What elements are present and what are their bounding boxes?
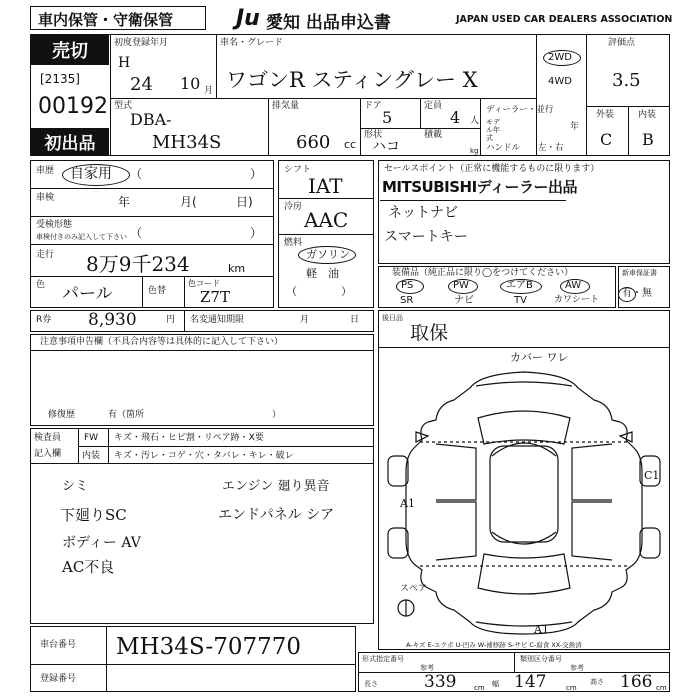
- color-changed-label: 色替: [148, 286, 167, 296]
- interior-options: キズ・汚レ・コゲ・穴・タバレ・キレ・破レ: [114, 451, 294, 461]
- left-damage-mark: A1: [400, 497, 415, 510]
- storage-label: 車内保管・守衛保管: [38, 11, 174, 29]
- first-listing-label: 初出品: [31, 128, 109, 155]
- model-year-unit: 年: [570, 122, 580, 132]
- length-unit: cm: [474, 684, 485, 692]
- grade-score: 3.5: [612, 70, 641, 91]
- mileage-label: 走行: [36, 250, 55, 260]
- drive-4wd: 4WD: [548, 76, 572, 87]
- car-name: ワゴンR スティングレー X: [226, 68, 478, 92]
- equipment-label: 装備品（純正品に限り◯をつけてください）: [392, 268, 574, 278]
- car-name-label: 車名・グレード: [220, 38, 284, 48]
- chassis-label: 車台番号: [40, 640, 77, 650]
- fw-options: キズ・飛石・ヒビ割・リペア跡・X要: [114, 433, 264, 443]
- memo-3: 下廻りSC: [60, 506, 127, 524]
- equipment-airbag: エアB: [506, 280, 533, 291]
- inspection-label: 車検: [36, 193, 55, 203]
- color-code: Z7T: [200, 288, 230, 306]
- recycle-unit: 円: [166, 315, 176, 325]
- reference-2: 参考: [570, 664, 584, 672]
- registration-month-unit: 月: [204, 86, 214, 96]
- notes-block: [30, 334, 374, 426]
- inspection-year-unit: 年: [118, 195, 131, 209]
- equipment-pw: PW: [453, 280, 469, 291]
- grade-label: 評価点: [608, 38, 636, 48]
- memo-2: エンジン 廻り異音: [222, 479, 330, 494]
- receipt-label: 受検形態: [36, 220, 73, 230]
- equipment-seat: カワシート: [554, 295, 600, 305]
- shape-value: ハコ: [372, 139, 400, 155]
- equipment-tv: TV: [514, 295, 527, 306]
- height-value: 166: [620, 672, 653, 692]
- receipt-paren: （ ）: [130, 226, 263, 240]
- repair-close: ）: [272, 410, 282, 420]
- displacement-value: 660: [296, 132, 331, 153]
- fuel-label: 燃料: [284, 238, 303, 248]
- capacity-value: 4: [450, 108, 461, 127]
- fuel-diesel: 軽 油: [306, 267, 339, 280]
- recycle-value: 8,930: [88, 310, 137, 330]
- lot-code: [2135]: [40, 72, 80, 86]
- exterior-grade: C: [600, 130, 613, 149]
- recycle-label: R券: [36, 315, 52, 325]
- color-value: パール: [62, 284, 113, 304]
- shape-label: 形状: [364, 130, 383, 140]
- capacity-label: 定員: [424, 101, 443, 111]
- registration-number-label: 登録番号: [40, 674, 77, 684]
- drive-2wd: 2WD: [548, 52, 572, 63]
- color-code-label: 色コード: [188, 279, 220, 288]
- repair-value: 有（箇所: [108, 410, 145, 420]
- width-label: 幅: [492, 680, 499, 688]
- width-unit: cm: [566, 684, 577, 692]
- color-label: 色: [36, 280, 46, 290]
- interior-grade: B: [642, 130, 654, 149]
- registration-month: 10: [180, 74, 201, 93]
- inspector-label-1: 検査員: [34, 433, 62, 443]
- displacement-label: 排気量: [272, 101, 300, 111]
- kg-unit: kg: [470, 147, 479, 155]
- length-label: 長さ: [364, 680, 378, 688]
- selling-points-label: セールスポイント（正常に機能するものに限ります）: [384, 164, 600, 174]
- interior-row-label: 内装: [82, 451, 101, 461]
- roof-note: カバー ワレ: [510, 351, 569, 364]
- fw-label: FW: [84, 433, 99, 443]
- lot-number: 00192: [38, 94, 108, 119]
- association-name: JAPAN USED CAR DEALERS ASSOCIATION: [456, 14, 673, 25]
- doors-value: 5: [382, 108, 393, 127]
- registration-year: 24: [130, 74, 153, 95]
- accessories-label: 後日品: [382, 314, 403, 322]
- inspector-label-2: 記入欄: [34, 449, 62, 459]
- reference-1: 参考: [420, 664, 434, 672]
- notice-label: 名変通知期限: [190, 315, 245, 325]
- model-code: MH34S: [152, 132, 222, 153]
- interior-label: 内装: [638, 110, 657, 120]
- model-year-label: モデル年式: [486, 118, 500, 142]
- ju-logo: Ju: [236, 6, 260, 31]
- mileage-unit: km: [228, 262, 246, 275]
- damage-legend: A-キズ E-エクボ U-凹み W-補修跡 S-サビ C-腐食 XX-交換済: [406, 641, 582, 649]
- sold-label: 売切: [31, 35, 109, 65]
- memo-4: エンドパネル シア: [218, 507, 335, 523]
- accessories-value: 取保: [410, 322, 449, 344]
- selling-point-3: スマートキー: [384, 229, 468, 245]
- load-label: 積載: [424, 130, 443, 140]
- exterior-label: 外装: [596, 110, 615, 120]
- selling-point-1: MITSUBISHIディーラー出品: [382, 178, 577, 196]
- warranty-label: 新車保証書: [622, 269, 657, 277]
- aircon-value: AAC: [304, 208, 349, 232]
- dealer-label: ディーラー・並行: [486, 105, 554, 115]
- use-label: 車歴: [36, 166, 55, 176]
- equipment-sr: SR: [400, 295, 414, 306]
- bottom-damage-mark: A1: [534, 623, 549, 636]
- shift-value: IAT: [308, 174, 343, 198]
- right-damage-mark: C1: [644, 469, 660, 482]
- selling-point-2: ネットナビ: [388, 205, 458, 221]
- height-label: 高さ: [590, 678, 604, 686]
- chassis-number: MH34S-707770: [116, 634, 302, 660]
- width-value: 147: [514, 672, 547, 692]
- memo-1: シミ: [62, 479, 89, 494]
- registration-label: 初度登録年月: [114, 38, 169, 48]
- handle-label: ハンドル: [486, 143, 521, 153]
- type-designation-label: 形式指定番号: [362, 655, 404, 663]
- handle-options: 左・右: [538, 143, 564, 153]
- fuel-gasoline: ガソリン: [306, 248, 350, 261]
- registration-era: H: [118, 55, 131, 71]
- cc-unit: cc: [344, 138, 357, 151]
- height-unit: cm: [656, 684, 667, 692]
- spare-label: スペア: [400, 584, 428, 594]
- model-prefix: DBA-: [130, 110, 172, 129]
- warranty-options: 有・無: [622, 288, 652, 299]
- model-label: 型式: [114, 101, 133, 111]
- aircon-label: 冷房: [284, 202, 303, 212]
- class-label: 類別区分番号: [520, 655, 562, 663]
- memo-5: ボディー AV: [62, 535, 141, 551]
- inspection-day-unit: 日): [236, 195, 253, 209]
- use-paren: （ ）: [130, 167, 263, 181]
- car-damage-diagram: [380, 360, 668, 640]
- receipt-note: 車検付きのみ記入して下さい: [36, 233, 127, 241]
- memo-6: AC不良: [62, 558, 115, 576]
- mileage-value: 8万9千234: [86, 252, 190, 276]
- org-title: 愛知 出品申込書: [266, 13, 391, 33]
- equipment-navi: ナビ: [454, 295, 474, 306]
- equipment-ps: PS: [401, 280, 414, 291]
- inspection-month-unit: 月(: [180, 195, 197, 209]
- fuel-paren: （ ）: [286, 285, 352, 298]
- repair-label: 修復歴: [48, 410, 76, 420]
- notice-day-unit: 日: [350, 315, 360, 325]
- notes-label: 注意事項申告欄（不具合内容等は具体的に記入して下さい）: [40, 337, 284, 347]
- length-value: 339: [424, 672, 457, 692]
- doors-label: ドア: [364, 101, 382, 111]
- shift-label: シフト: [284, 165, 312, 175]
- use-value: 自家用: [70, 166, 112, 182]
- notice-month-unit: 月: [300, 315, 310, 325]
- capacity-unit: 人: [470, 116, 480, 126]
- equipment-aw: AW: [565, 280, 582, 291]
